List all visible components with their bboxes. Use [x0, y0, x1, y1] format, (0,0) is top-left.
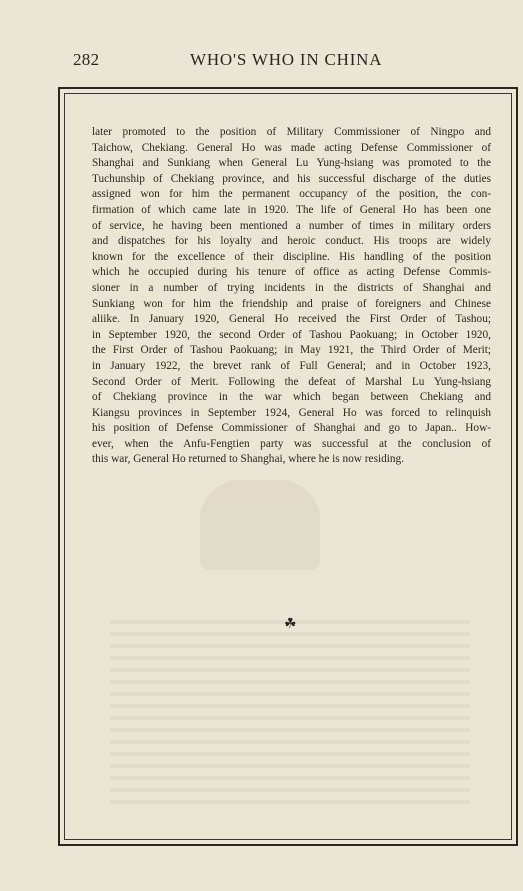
text-line: this war, General Ho returned to Shanghai, where he is now residing. — [92, 453, 405, 466]
text-line: sioner in a number of trying incidents in the districts of Shanghai and — [92, 281, 491, 294]
page-header — [0, 50, 523, 74]
text-line: the First Order of Tashou Paokuang; in May 1921, the Third Order of Merit; — [92, 344, 491, 357]
text-line: his position of Defense Commissioner of Shanghai and go to Japan.. How- — [92, 422, 491, 435]
text-line: aliike. In January 1920, General Ho received the First Order of Tashou; — [92, 313, 491, 326]
text-line: and dispatches for his loyalty and heroic conduct. His troops are widely — [92, 235, 491, 248]
text-line: assigned won for him the permanent occupancy of the position, the con- — [92, 188, 491, 201]
text-line: ever, when the Anfu-Fengtien party was successful at the conclusion of — [92, 437, 491, 450]
text-line: Shanghai and Sunkiang when General Lu Yung-hsiang was promoted to the — [92, 157, 491, 170]
text-line: which he occupied during his tenure of office as acting Defense Commis- — [92, 266, 491, 279]
text-line: in January 1922, the brevet rank of Full General; and in October 1923, — [92, 359, 491, 372]
text-line: in September 1920, the second Order of Tashou Paokuang; in October 1920, — [92, 328, 491, 341]
text-line: later promoted to the position of Military Commissioner of Ningpo and — [92, 126, 491, 138]
running-head: WHO'S WHO IN CHINA — [190, 50, 383, 69]
text-line: Taichow, Chekiang. General Ho was made acting Defense Commissioner of — [92, 141, 491, 154]
page-number: 282 — [73, 50, 100, 69]
text-line: of Chekiang province in the war which began between Chekiang and — [92, 391, 491, 404]
text-line: Tuchunship of Chekiang province, and his successful discharge of the duties — [92, 172, 491, 185]
text-line: Second Order of Merit. Following the defeat of Marshal Lu Yung-hsiang — [92, 375, 491, 388]
text-line: firmation of which came late in 1920. The life of General Ho has been one — [92, 203, 491, 216]
text-line: Kiangsu provinces in September 1924, General Ho was forced to relinquish — [92, 406, 491, 419]
text-line: known for the excellence of their discipline. His handling of the position — [92, 250, 491, 263]
text-line: Sunkiang won for him the friendship and praise of foreigners and Chinese — [92, 297, 491, 310]
biography-text — [92, 125, 491, 468]
fleuron-icon: ☘ — [284, 617, 297, 632]
text-line: of service, he having been mentioned a number of times in military orders — [92, 219, 491, 232]
